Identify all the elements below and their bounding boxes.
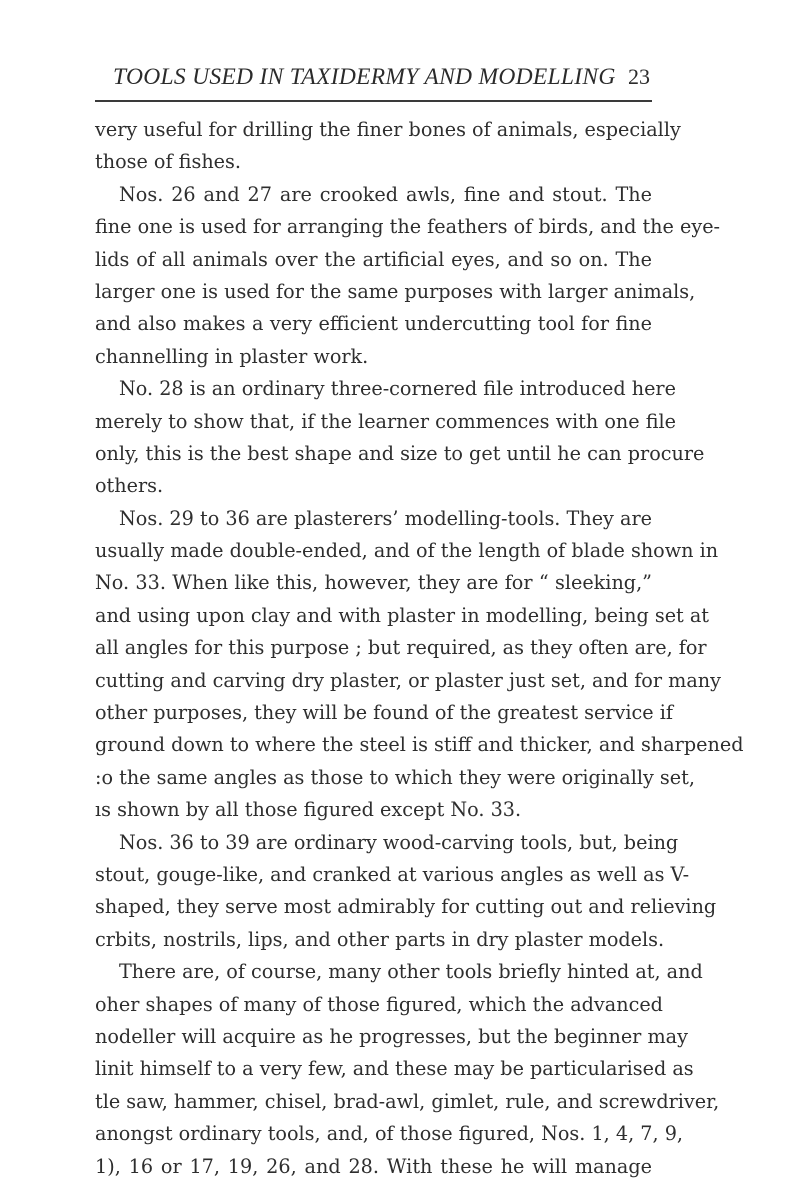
text-line: only, this is the best shape and size to get until he can procure: [95, 441, 705, 465]
text-line: all angles for this purpose ; but required, as they often are, for: [95, 636, 707, 660]
text-line: There are, of course, many other tools briefly hinted at, and: [119, 960, 703, 984]
text-line: channelling in plaster work.: [95, 344, 369, 368]
text-line: larger one is used for the same purposes with larger animals,: [95, 279, 696, 303]
text-line: No. 33. When like this, however, they are for “ sleeking,”: [95, 571, 652, 595]
text-line: cutting and carving dry plaster, or plaster just set, and for many: [95, 668, 721, 692]
text-line: shaped, they serve most admirably for cutting out and relieving: [95, 895, 717, 919]
text-line: ıs shown by all those figured except No. 33.: [95, 798, 522, 822]
running-head: [95, 64, 650, 96]
text-line: oher shapes of many of those figured, which the advanced: [95, 992, 663, 1016]
text-line: others.: [95, 474, 164, 498]
text-line: crbits, nostrils, lips, and other parts in dry plaster models.: [95, 927, 665, 951]
text-line: lids of all animals over the artificial eyes, and so on. The: [95, 247, 652, 271]
text-line: merely to show that, if the learner commences with one file: [95, 409, 676, 433]
body-text: [95, 114, 744, 1183]
text-line: fine one is used for arranging the feathers of birds, and the eye-: [95, 215, 721, 239]
text-line: anongst ordinary tools, and, of those figured, Nos. 1, 4, 7, 9,: [95, 1122, 684, 1146]
running-title: TOOLS USED IN TAXIDERMY AND MODELLING: [113, 64, 616, 90]
header-rule: [95, 100, 652, 102]
text-line: ground down to where the steel is stiff and thicker, and sharpened: [95, 733, 744, 757]
text-line: :o the same angles as those to which they were originally set,: [95, 765, 695, 789]
text-line: other purposes, they will be found of the greatest service if: [95, 701, 673, 725]
text-line: Nos. 29 to 36 are plasterers’ modelling-tools. They are: [119, 506, 652, 530]
text-line: and also makes a very efficient undercutting tool for fine: [95, 312, 652, 336]
text-line: Nos. 36 to 39 are ordinary wood-carving tools, but, being: [119, 830, 679, 854]
text-line: usually made double-ended, and of the length of blade shown in: [95, 539, 719, 563]
text-line: nodeller will acquire as he progresses, but the beginner may: [95, 1024, 688, 1048]
text-line: 1), 16 or 17, 19, 26, and 28. With these he will manage: [95, 1154, 652, 1178]
text-line: stout, gouge-like, and cranked at various angles as well as V-: [95, 862, 690, 886]
text-line: linit himself to a very few, and these may be particularised as: [95, 1057, 694, 1081]
text-line: tle saw, hammer, chisel, brad-awl, gimlet, rule, and screwdriver,: [95, 1089, 720, 1113]
text-line: very useful for drilling the finer bones of animals, especially: [95, 118, 681, 141]
text-line: those of fishes.: [95, 150, 241, 174]
text-line: and using upon clay and with plaster in modelling, being set at: [95, 603, 710, 627]
page-number: 23: [628, 64, 650, 89]
text-line: No. 28 is an ordinary three-cornered file introduced here: [119, 377, 676, 401]
text-line: Nos. 26 and 27 are crooked awls, fine and stout. The: [119, 182, 652, 206]
